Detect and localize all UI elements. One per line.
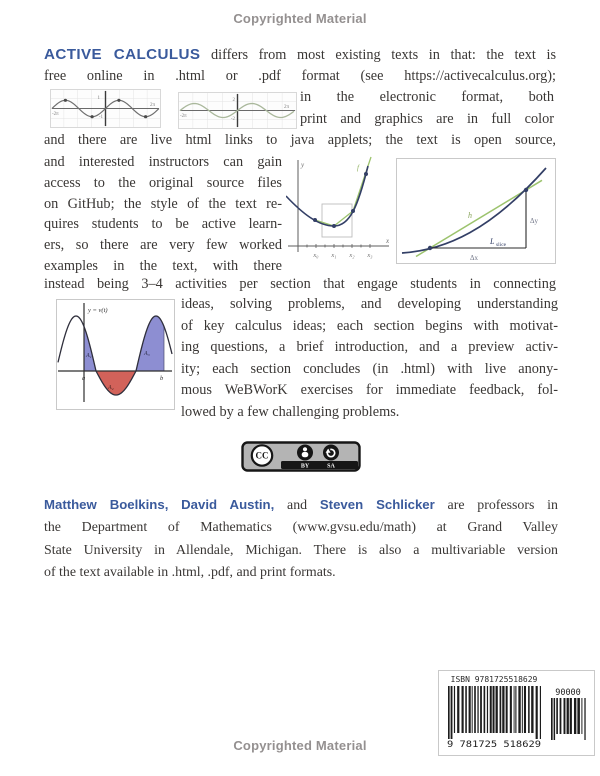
authors-line-2: the Department of Mathematics (www.gvsu.edu/math) at Grand Valley: [44, 520, 558, 536]
svg-text:1: 1: [97, 96, 100, 101]
price-barcode-bars: [551, 698, 586, 740]
svg-text:x₃: x₃: [367, 252, 373, 259]
cc-sa-icon: [323, 445, 339, 461]
svg-text:-1: -1: [98, 115, 103, 120]
text-line: ing questions, a brief introduction, and a preview activ-: [181, 339, 558, 355]
svg-text:Δx: Δx: [470, 254, 479, 262]
beside-line-2: print and graphics are in full color: [300, 110, 554, 127]
text-line: quires students to be active learn-: [44, 216, 282, 233]
text-line: ity; each section concludes (in .html) with live anony-: [181, 360, 558, 377]
svg-text:-2: -2: [230, 117, 235, 122]
text-line: lowed by a few challenging problems.: [181, 403, 400, 420]
author-name: David Austin,: [181, 497, 275, 512]
svg-text:A₃: A₃: [144, 351, 150, 357]
cc-by-icon: [297, 445, 313, 461]
figure-labels: [300, 161, 390, 259]
intro-line-4: instead being 3–4 activities per section that engage students in connecting: [44, 276, 556, 292]
book-title: ACTIVE CALCULUS: [44, 46, 201, 63]
isbn-label: ISBN 9781725518629: [450, 675, 538, 684]
svg-text:slice: slice: [496, 242, 507, 248]
secant-figure: [286, 156, 394, 262]
author-name: Steven Schlicker: [319, 497, 435, 512]
svg-text:2π: 2π: [150, 103, 156, 108]
authors-line-4: of the text available in .html, .pdf, and print formats.: [44, 564, 336, 580]
svg-text:y = v(t): y = v(t): [88, 307, 108, 314]
text-line: access to the original source files: [44, 174, 282, 191]
intro-line-1: [44, 44, 556, 67]
svg-text:h: h: [468, 211, 472, 220]
svg-text:A₁: A₁: [86, 353, 92, 359]
copyrighted-material-bottom: Copyrighted Material: [233, 738, 367, 753]
sine-figure-dark: [50, 89, 161, 128]
intro-line-2: free online in .html or .pdf format (see https://activecalculus.org);: [44, 67, 556, 84]
text-line: ers, so there are very few worked: [44, 237, 282, 254]
text-line: mous WeBWorK exercises for immediate feedback, fol-: [181, 382, 558, 398]
price-code: 90000: [555, 688, 581, 698]
svg-text:x₂: x₂: [349, 252, 355, 259]
authors-line-3: State University in Allendale, Michigan. There is also a multivariable version: [44, 542, 558, 558]
left-text-column: [44, 152, 282, 277]
right-text-column: [181, 294, 558, 423]
svg-text:b: b: [160, 375, 164, 382]
svg-text:L: L: [490, 237, 495, 246]
copyrighted-material-top: Copyrighted Material: [233, 11, 367, 26]
svg-text:y: y: [301, 161, 305, 169]
velocity-area-figure: [56, 299, 175, 410]
sample-dots: [313, 172, 368, 228]
text-line: and interested instructors can gain: [44, 154, 282, 170]
svg-text:-2π: -2π: [180, 114, 187, 119]
main-barcode-bars: [448, 686, 541, 739]
svg-text:-2π: -2π: [52, 112, 59, 117]
svg-text:x₀: x₀: [313, 252, 319, 259]
secant-chords: [315, 157, 371, 226]
svg-text:2: 2: [232, 98, 235, 103]
svg-text:A₂: A₂: [108, 385, 114, 391]
svg-text:CC: CC: [255, 450, 269, 461]
author-name: Matthew Boelkins,: [44, 497, 169, 512]
text-line: on GitHub; the style of the text re-: [44, 195, 282, 212]
beside-line-1: in the electronic format, both: [300, 89, 554, 105]
authors-paragraph: [44, 494, 558, 584]
sine-figure-light: [178, 92, 297, 129]
svg-text:BY: BY: [300, 463, 310, 470]
svg-text:Δy: Δy: [530, 217, 539, 225]
text-line: examples in the text, with there: [44, 257, 282, 274]
svg-text:x: x: [386, 237, 390, 245]
svg-text:f: f: [357, 164, 359, 172]
intro-line-1-text: differs from most existing texts in that: the text is: [200, 47, 557, 63]
svg-text:a: a: [82, 375, 86, 382]
cc-by-sa-badge: [241, 441, 361, 472]
svg-text:2π: 2π: [284, 105, 290, 110]
isbn-digits: 9 781725 518629: [447, 740, 541, 750]
intro-line-3: and there are live html links to java applets; the text is open source,: [44, 132, 556, 148]
text-line: ideas, solving problems, and developing understanding: [181, 296, 558, 312]
text-line: of key calculus ideas; each section begins with motivat-: [181, 317, 558, 334]
slice-figure: [396, 158, 556, 264]
svg-text:SA: SA: [327, 463, 335, 470]
svg-text:x₁: x₁: [331, 252, 337, 259]
authors-line-1: Matthew Boelkins, David Austin, and Steven Schlicker are professors in: [44, 497, 558, 513]
